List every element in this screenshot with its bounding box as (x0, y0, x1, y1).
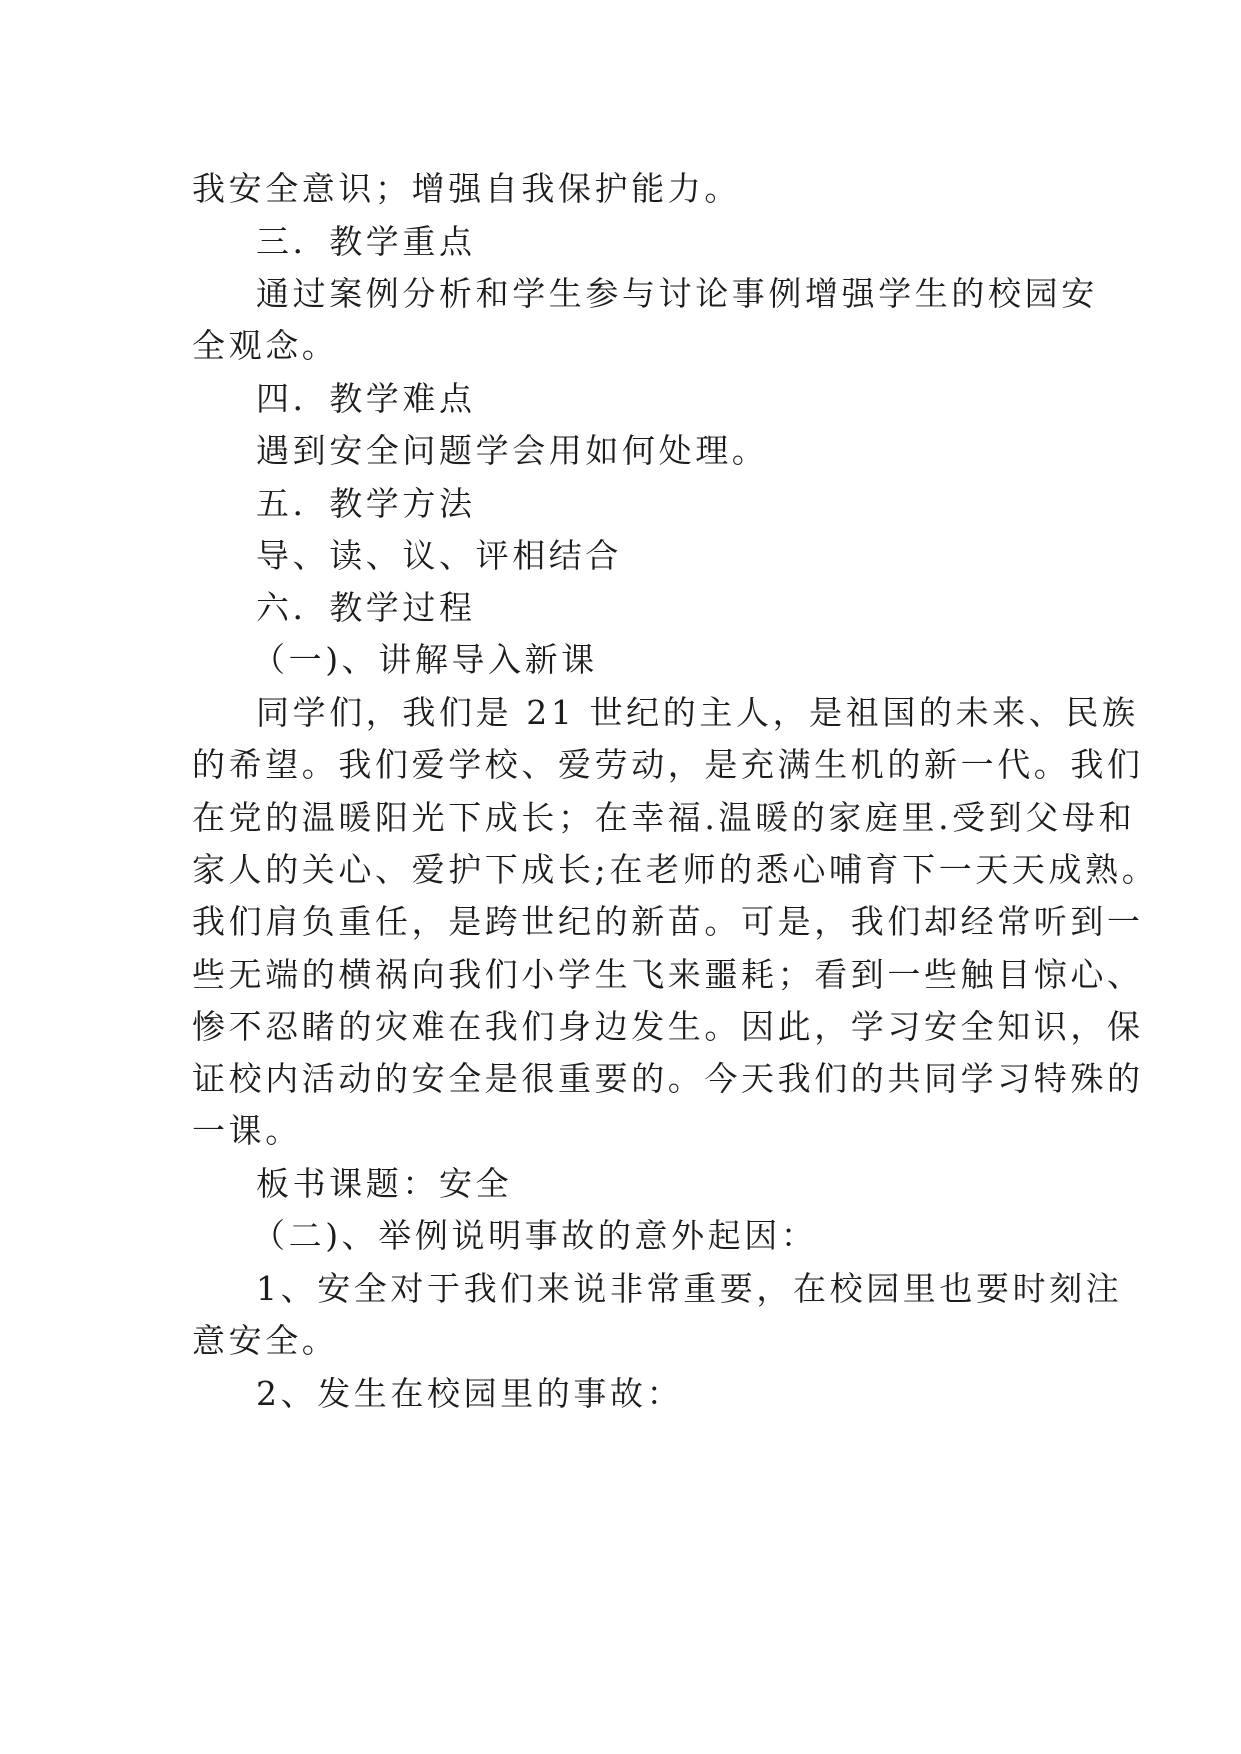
text-line: 遇到安全问题学会用如何处理。 (256, 431, 769, 470)
text-line: 家人的关心、爱护下成长;在老师的悉心哺育下一天天成熟。 (192, 850, 1159, 889)
text-line: 些无端的横祸向我们小学生飞来噩耗；看到一些触目惊心、 (192, 955, 1144, 994)
text-line: 意安全。 (192, 1321, 339, 1360)
subsection-heading: （一)、讲解导入新课 (252, 640, 598, 679)
text-line: 我安全意识；增强自我保护能力。 (192, 169, 741, 208)
text-line: 同学们，我们是 21 世纪的主人，是祖国的未来、民族 (256, 693, 1139, 732)
text-line: 1、安全对于我们来说非常重要，在校园里也要时刻注 (256, 1269, 1123, 1308)
section-heading: 五．教学方法 (256, 484, 476, 523)
text-line: 的希望。我们爱学校、爱劳动，是充满生机的新一代。我们 (192, 745, 1144, 784)
text-line: 一课。 (192, 1111, 302, 1150)
text-line: 板书课题：安全 (256, 1164, 513, 1203)
text-line: 我们肩负重任，是跨世纪的新苗。可是，我们却经常听到一 (192, 902, 1144, 941)
section-heading: 三．教学重点 (256, 222, 476, 261)
text-line: 2、发生在校园里的事故： (256, 1374, 684, 1413)
subsection-heading: （二)、举例说明事故的意外起因： (252, 1216, 818, 1255)
text-line: 证校内活动的安全是很重要的。今天我们的共同学习特殊的 (192, 1059, 1144, 1098)
text-line: 通过案例分析和学生参与讨论事例增强学生的校园安 (256, 274, 1098, 313)
section-heading: 六．教学过程 (256, 588, 476, 627)
section-heading: 四．教学难点 (256, 379, 476, 418)
text-line: 全观念。 (192, 326, 339, 365)
text-line: 惨不忍睹的灾难在我们身边发生。因此，学习安全知识，保 (192, 1007, 1144, 1046)
text-line: 导、读、议、评相结合 (256, 536, 622, 575)
text-line: 在党的温暖阳光下成长；在幸福.温暖的家庭里.受到父母和 (192, 798, 1136, 837)
